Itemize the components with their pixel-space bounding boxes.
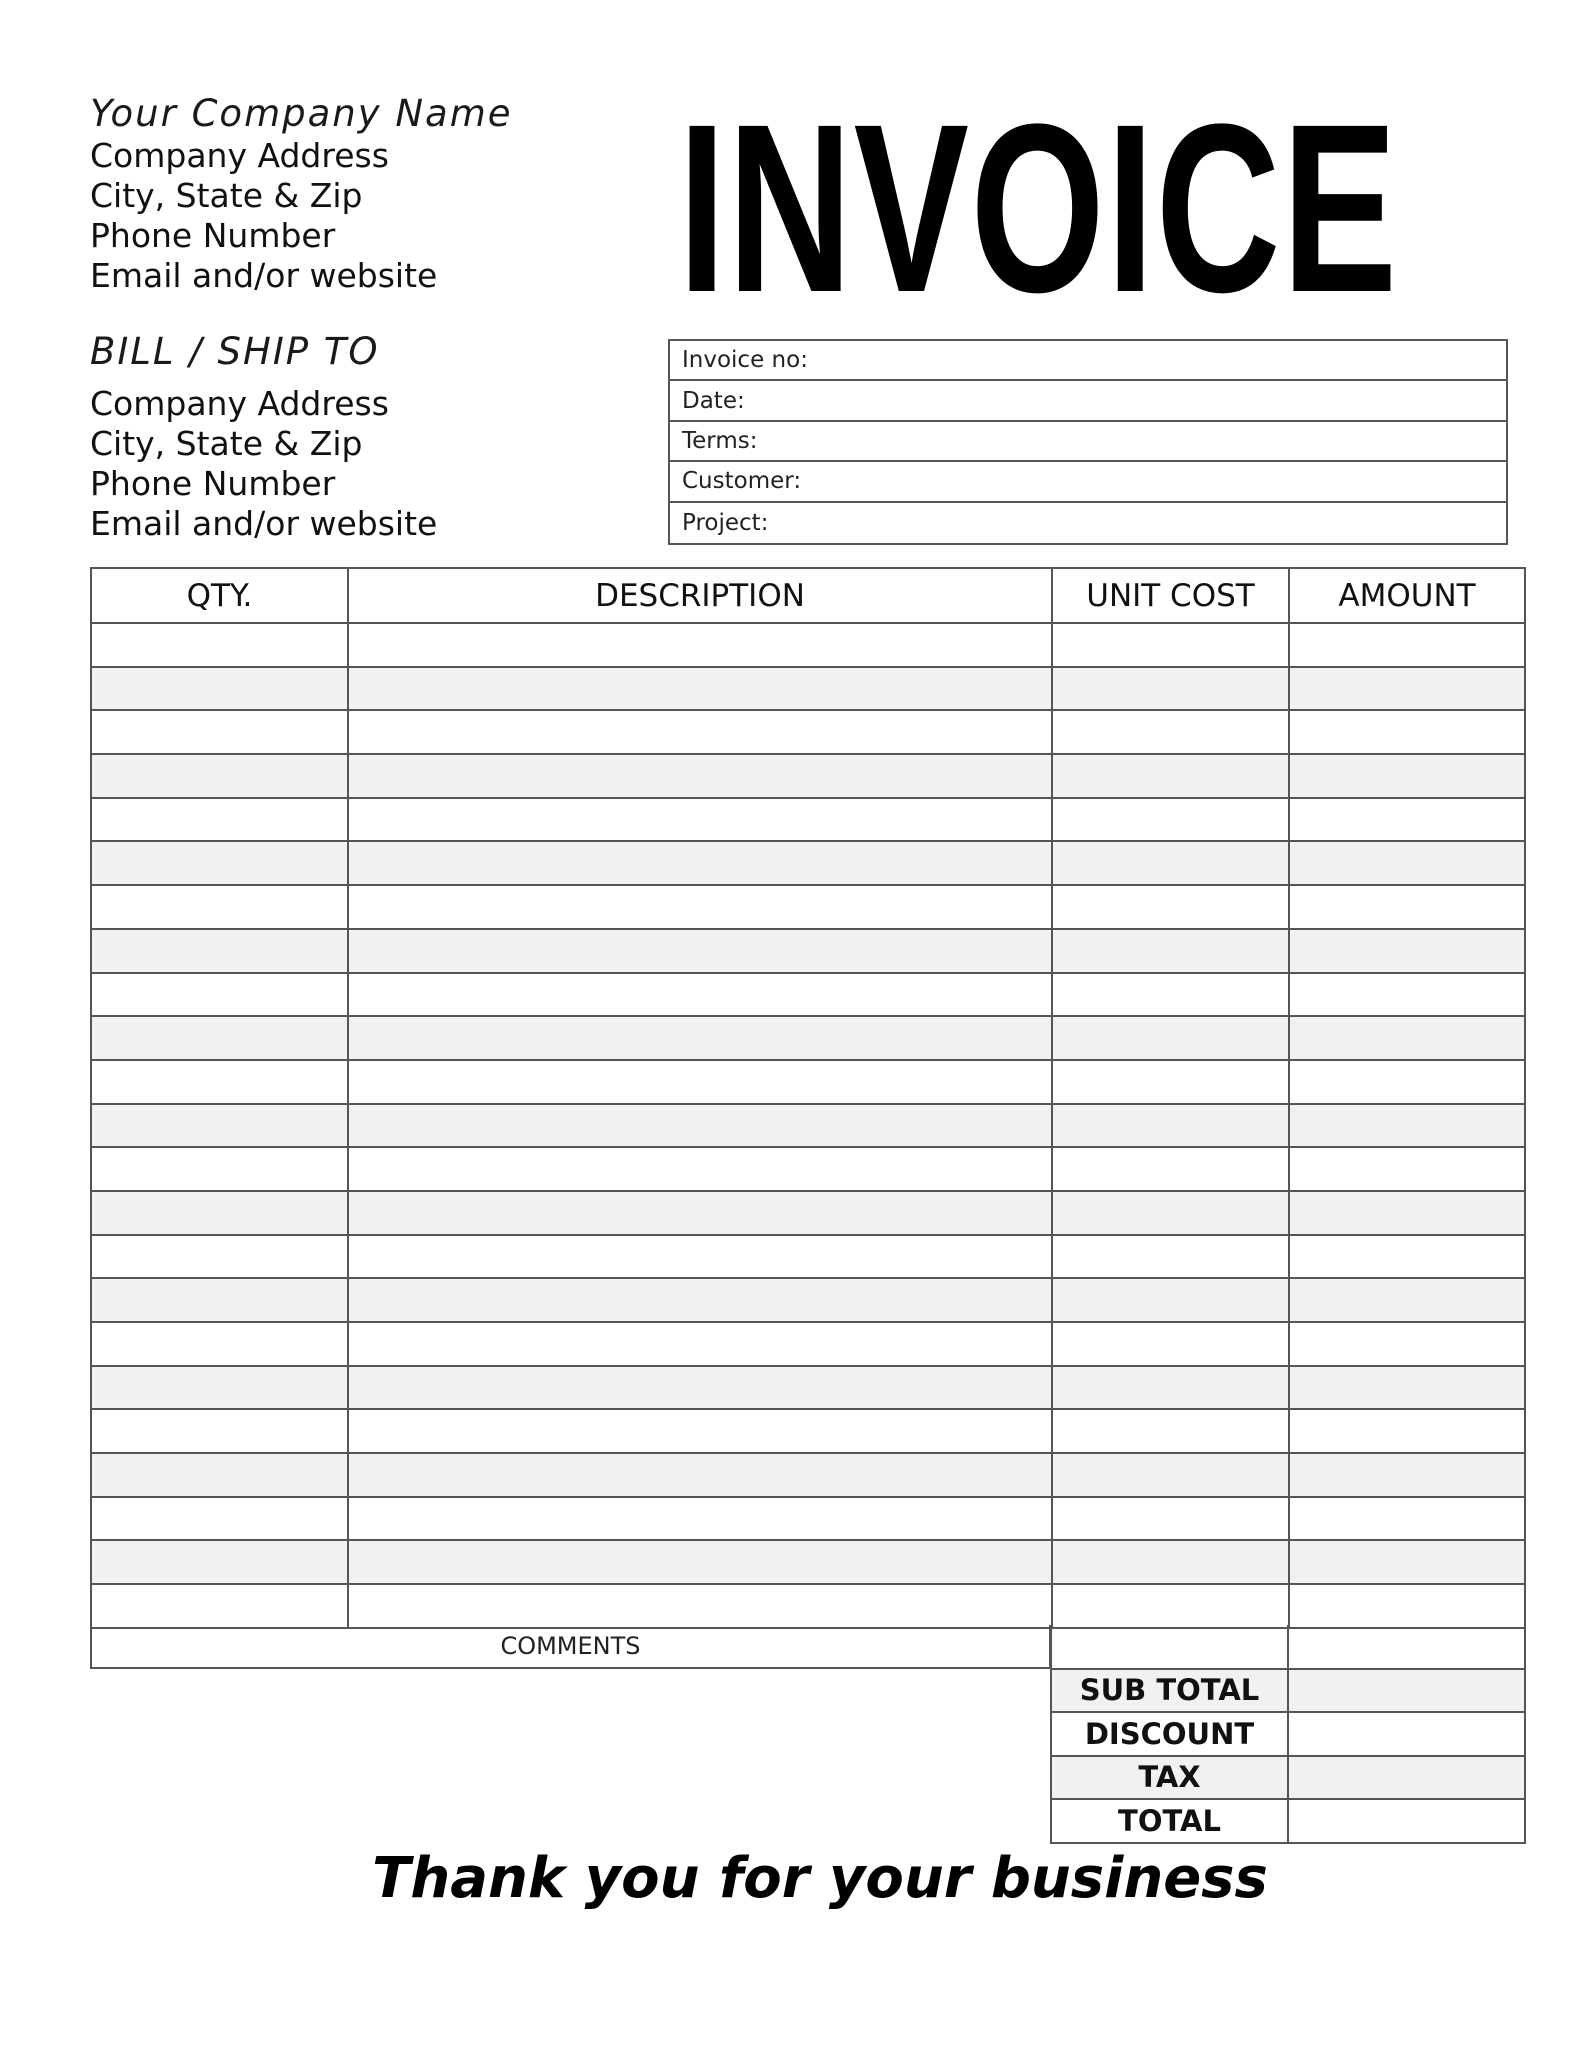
- unit-cost-cell[interactable]: [1052, 1409, 1289, 1453]
- table-row: [91, 754, 1525, 798]
- description-cell[interactable]: [348, 1235, 1052, 1279]
- bill-city-state-zip: City, State & Zip: [90, 424, 363, 463]
- table-row: [91, 1366, 1525, 1410]
- qty-cell[interactable]: [91, 841, 348, 885]
- totals-table: [1050, 1625, 1526, 1844]
- bill-address: Company Address: [90, 384, 389, 423]
- description-cell[interactable]: [348, 1322, 1052, 1366]
- bill-ship-block: [90, 330, 650, 544]
- unit-cost-cell[interactable]: [1052, 1540, 1289, 1584]
- description-cell[interactable]: [348, 754, 1052, 798]
- table-row: [91, 798, 1525, 842]
- amount-cell[interactable]: [1289, 929, 1525, 973]
- unit-cost-cell[interactable]: [1052, 1235, 1289, 1279]
- unit-cost-cell[interactable]: [1052, 929, 1289, 973]
- amount-cell[interactable]: [1289, 1540, 1525, 1584]
- unit-cost-cell[interactable]: [1052, 1584, 1289, 1628]
- unit-cost-cell[interactable]: [1052, 1104, 1289, 1148]
- description-cell[interactable]: [348, 841, 1052, 885]
- amount-cell[interactable]: [1289, 885, 1525, 929]
- qty-cell[interactable]: [91, 710, 348, 754]
- qty-cell[interactable]: [91, 1104, 348, 1148]
- qty-cell[interactable]: [91, 1366, 348, 1410]
- amount-cell[interactable]: [1289, 1235, 1525, 1279]
- description-cell[interactable]: [348, 1104, 1052, 1148]
- amount-cell[interactable]: [1289, 1016, 1525, 1060]
- table-row: [91, 929, 1525, 973]
- company-city-state-zip: City, State & Zip: [90, 176, 363, 215]
- table-row: [91, 667, 1525, 711]
- company-name: Your Company Name: [90, 92, 513, 135]
- description-cell[interactable]: [348, 1278, 1052, 1322]
- unit-cost-header: UNIT COST: [1052, 568, 1289, 623]
- table-row: [91, 1235, 1525, 1279]
- total-row: [1051, 1799, 1525, 1843]
- qty-cell[interactable]: [91, 667, 348, 711]
- table-row: [91, 1191, 1525, 1235]
- qty-cell[interactable]: [91, 1060, 348, 1104]
- totals-spacer-value[interactable]: [1288, 1625, 1525, 1669]
- unit-cost-cell[interactable]: [1052, 1016, 1289, 1060]
- qty-cell[interactable]: [91, 623, 348, 667]
- terms-field[interactable]: Terms:: [670, 422, 1506, 462]
- table-row: [91, 1016, 1525, 1060]
- table-row: [91, 1497, 1525, 1541]
- thank-you-footer: Thank you for your business: [372, 1846, 1268, 1911]
- amount-cell[interactable]: [1289, 667, 1525, 711]
- unit-cost-cell[interactable]: [1052, 1497, 1289, 1541]
- unit-cost-cell[interactable]: [1052, 798, 1289, 842]
- qty-cell[interactable]: [91, 1409, 348, 1453]
- table-row: [91, 1060, 1525, 1104]
- unit-cost-cell[interactable]: [1052, 885, 1289, 929]
- unit-cost-cell[interactable]: [1052, 1147, 1289, 1191]
- table-row: [91, 885, 1525, 929]
- unit-cost-cell[interactable]: [1052, 1278, 1289, 1322]
- unit-cost-cell[interactable]: [1052, 1322, 1289, 1366]
- tax-row: [1051, 1756, 1525, 1800]
- amount-cell[interactable]: [1289, 1584, 1525, 1628]
- description-cell[interactable]: [348, 929, 1052, 973]
- description-cell[interactable]: [348, 1497, 1052, 1541]
- sub-total-value[interactable]: [1288, 1669, 1525, 1713]
- unit-cost-cell[interactable]: [1052, 1060, 1289, 1104]
- total-label: TOTAL: [1051, 1799, 1288, 1843]
- unit-cost-cell[interactable]: [1052, 623, 1289, 667]
- table-row: [91, 1322, 1525, 1366]
- bill-ship-title: BILL / SHIP TO: [90, 330, 380, 373]
- unit-cost-cell[interactable]: [1052, 1366, 1289, 1410]
- description-cell[interactable]: [348, 1147, 1052, 1191]
- project-field[interactable]: Project:: [682, 509, 769, 536]
- totals-spacer-row: [1051, 1625, 1525, 1669]
- date-field[interactable]: Date:: [670, 381, 1506, 421]
- table-row: [91, 710, 1525, 754]
- table-row: [91, 1453, 1525, 1497]
- amount-cell[interactable]: [1289, 1278, 1525, 1322]
- description-cell[interactable]: [348, 1191, 1052, 1235]
- bill-email: Email and/or website: [90, 504, 438, 543]
- amount-header: AMOUNT: [1289, 568, 1525, 623]
- description-cell[interactable]: [348, 973, 1052, 1017]
- qty-cell[interactable]: [91, 1540, 348, 1584]
- qty-cell[interactable]: [91, 1191, 348, 1235]
- table-row: [91, 841, 1525, 885]
- description-cell[interactable]: [348, 710, 1052, 754]
- amount-cell[interactable]: [1289, 623, 1525, 667]
- discount-row: [1051, 1712, 1525, 1756]
- unit-cost-cell[interactable]: [1052, 710, 1289, 754]
- line-items-table: [90, 567, 1526, 1629]
- total-value[interactable]: [1288, 1799, 1525, 1843]
- amount-cell[interactable]: [1289, 1497, 1525, 1541]
- description-cell[interactable]: [348, 667, 1052, 711]
- tax-value[interactable]: [1288, 1756, 1525, 1800]
- qty-cell[interactable]: [91, 1497, 348, 1541]
- sub-total-row: [1051, 1669, 1525, 1713]
- amount-cell[interactable]: [1289, 1322, 1525, 1366]
- description-cell[interactable]: [348, 885, 1052, 929]
- qty-cell[interactable]: [91, 1322, 348, 1366]
- unit-cost-cell[interactable]: [1052, 667, 1289, 711]
- amount-cell[interactable]: [1289, 1191, 1525, 1235]
- invoice-no-field[interactable]: Invoice no:: [670, 341, 1506, 381]
- table-row: [91, 1540, 1525, 1584]
- bill-phone: Phone Number: [90, 464, 336, 503]
- description-cell[interactable]: [348, 798, 1052, 842]
- amount-cell[interactable]: [1289, 754, 1525, 798]
- table-row: [91, 623, 1525, 667]
- description-cell[interactable]: [348, 623, 1052, 667]
- qty-cell[interactable]: [91, 885, 348, 929]
- company-email: Email and/or website: [90, 256, 438, 295]
- amount-cell[interactable]: [1289, 798, 1525, 842]
- qty-cell[interactable]: [91, 973, 348, 1017]
- qty-cell[interactable]: [91, 754, 348, 798]
- description-cell[interactable]: [348, 1540, 1052, 1584]
- qty-cell[interactable]: [91, 1016, 348, 1060]
- discount-value[interactable]: [1288, 1712, 1525, 1756]
- qty-cell[interactable]: [91, 1235, 348, 1279]
- amount-cell[interactable]: [1289, 841, 1525, 885]
- amount-cell[interactable]: [1289, 1060, 1525, 1104]
- comments-label: COMMENTS: [90, 1625, 1051, 1669]
- qty-cell[interactable]: [91, 929, 348, 973]
- table-row: [91, 1584, 1525, 1628]
- table-header-row: [91, 568, 1525, 623]
- amount-cell[interactable]: [1289, 973, 1525, 1017]
- unit-cost-cell[interactable]: [1052, 973, 1289, 1017]
- table-row: [91, 1409, 1525, 1453]
- amount-cell[interactable]: [1289, 1453, 1525, 1497]
- description-cell[interactable]: [348, 1453, 1052, 1497]
- qty-header: QTY.: [91, 568, 348, 623]
- line-items-body: [91, 623, 1525, 1628]
- invoice-meta-box: [668, 339, 1508, 545]
- tax-label: TAX: [1051, 1756, 1288, 1800]
- company-address: Company Address: [90, 136, 389, 175]
- totals-spacer-cell: [1051, 1625, 1288, 1669]
- unit-cost-cell[interactable]: [1052, 1453, 1289, 1497]
- sub-total-label: SUB TOTAL: [1051, 1669, 1288, 1713]
- qty-cell[interactable]: [91, 798, 348, 842]
- description-cell[interactable]: [348, 1366, 1052, 1410]
- table-row: [91, 1147, 1525, 1191]
- invoice-title: INVOICE: [678, 74, 1399, 342]
- discount-label: DISCOUNT: [1051, 1712, 1288, 1756]
- description-cell[interactable]: [348, 1409, 1052, 1453]
- customer-field[interactable]: Customer:: [670, 462, 1506, 502]
- amount-cell[interactable]: [1289, 710, 1525, 754]
- qty-cell[interactable]: [91, 1453, 348, 1497]
- table-row: [91, 973, 1525, 1017]
- table-row: [91, 1278, 1525, 1322]
- unit-cost-cell[interactable]: [1052, 754, 1289, 798]
- unit-cost-cell[interactable]: [1052, 841, 1289, 885]
- unit-cost-cell[interactable]: [1052, 1191, 1289, 1235]
- description-cell[interactable]: [348, 1060, 1052, 1104]
- description-cell[interactable]: [348, 1016, 1052, 1060]
- table-row: [91, 1104, 1525, 1148]
- company-block: [90, 92, 650, 296]
- qty-cell[interactable]: [91, 1584, 348, 1628]
- description-header: DESCRIPTION: [348, 568, 1052, 623]
- amount-cell[interactable]: [1289, 1147, 1525, 1191]
- amount-cell[interactable]: [1289, 1104, 1525, 1148]
- company-phone: Phone Number: [90, 216, 336, 255]
- amount-cell[interactable]: [1289, 1366, 1525, 1410]
- qty-cell[interactable]: [91, 1278, 348, 1322]
- qty-cell[interactable]: [91, 1147, 348, 1191]
- amount-cell[interactable]: [1289, 1409, 1525, 1453]
- description-cell[interactable]: [348, 1584, 1052, 1628]
